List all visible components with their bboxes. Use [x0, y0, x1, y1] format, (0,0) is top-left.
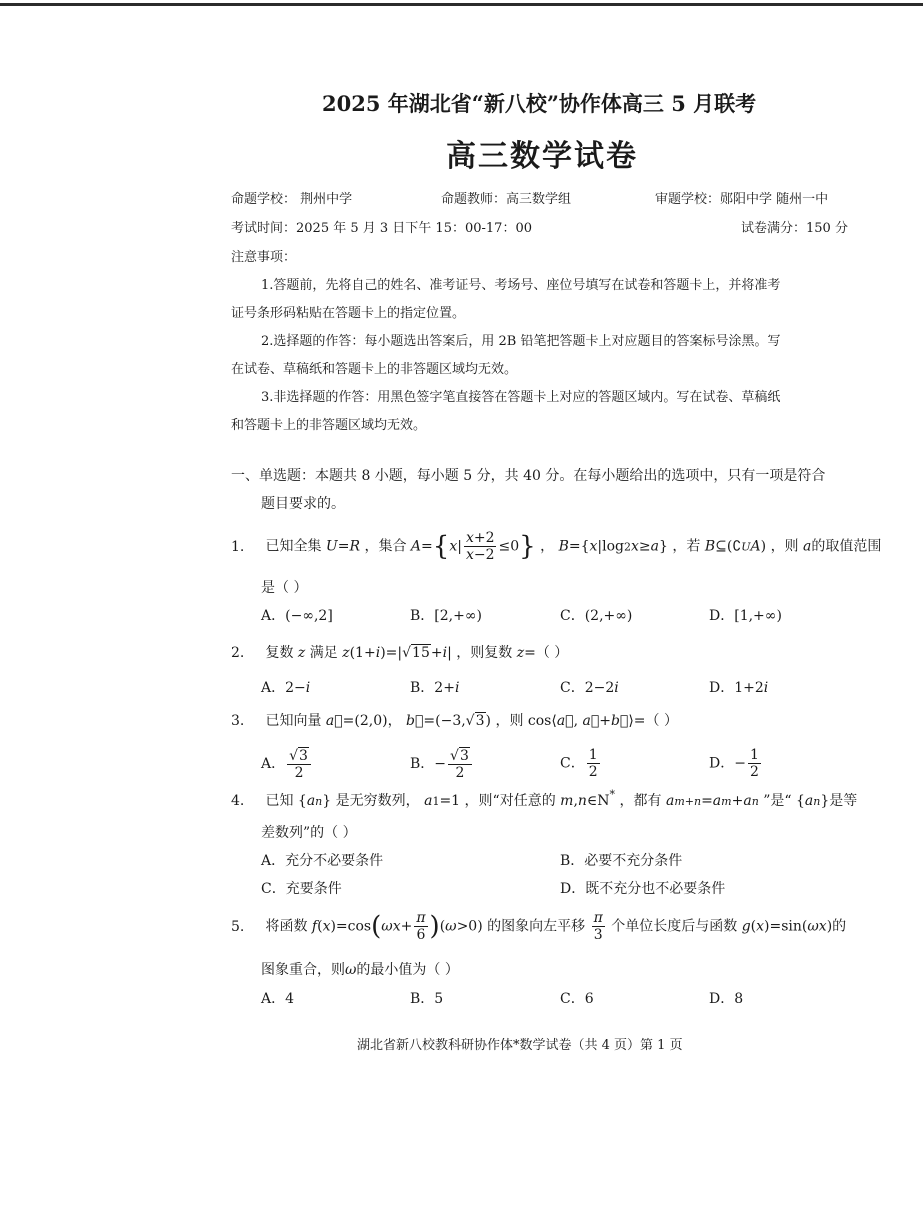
q2-option-c: C．2−2i — [560, 680, 619, 696]
note-3-line-2: 和答题卡上的非答题区域均无效。 — [231, 418, 427, 433]
question-4: 4. 已知 {an} 是无穷数列， a1=1 ，则“对任意的 m,n∈N* ，都有 am+n=am+an ”是“ {an}是等 — [231, 788, 858, 809]
notes-heading: 注意事项： — [231, 250, 297, 265]
q2-option-d: D．1+2i — [709, 680, 769, 696]
question-number: 3. — [231, 713, 245, 729]
section-1-line-2: 题目要求的。 — [261, 496, 345, 512]
question-1: 1. 已知全集 U=R ，集合 A={x| $\frac{x+2}{x-2}$ ≤0} ， B={x|log2x≥a} ，若 B⊆(∁UA) ，则 a的取值范围 — [231, 530, 882, 564]
q2-option-a: A．2−i — [261, 680, 311, 696]
question-3: 3. 已知向量 a⃗=(2,0)， b⃗=(−3,√3) ，则 cos⟨a⃗, a⃗+b⃗⟩=（ ） — [231, 713, 678, 729]
question-4-tail: 差数列”的（ ） — [261, 825, 357, 841]
question-number: 1. — [231, 538, 245, 555]
info-review-school: 审题学校：郧阳中学 随州一中 — [655, 192, 829, 207]
q2-option-b: B．2+i — [410, 680, 460, 696]
top-border-line — [0, 3, 923, 6]
q5-option-a: A．4 — [261, 991, 295, 1007]
note-2-line-2: 在试卷、草稿纸和答题卡上的非答题区域均无效。 — [231, 362, 518, 377]
question-5: 5. 将函数 f(x)=cos(ωx+ $\frac{\pi}{6}$ )(ω>0) 的图象向左平移 $\frac{\pi}{3}$ 个单位长度后与函数 g(x)=sin(ωx)的 — [231, 910, 847, 944]
note-2-line-1: 2.选择题的作答：每小题选出答案后，用 2B 铅笔把答题卡上对应题目的答案标号涂黑。写 — [261, 334, 781, 349]
q1-option-b: B．[2,+∞) — [410, 608, 482, 624]
note-1-line-2: 证号条形码粘贴在答题卡上的指定位置。 — [231, 306, 466, 321]
question-number: 4. — [231, 793, 245, 809]
question-number: 2. — [231, 645, 245, 661]
info-teacher: 命题教师：高三数学组 — [441, 192, 572, 207]
page-footer: 湖北省新八校教科研协作体*数学试卷（共 4 页）第 1 页 — [357, 1038, 683, 1053]
q3-option-d: D．− $\frac{1}{2}$ — [709, 747, 759, 781]
note-1-line-1: 1.答题前，先将自己的姓名、准考证号、考场号、座位号填写在试卷和答题卡上，并将准考 — [261, 278, 781, 293]
q5-option-b: B．5 — [410, 991, 444, 1007]
q3-option-a: A． $\frac{√3}{2}$ — [261, 747, 313, 781]
q4-option-a: A．充分不必要条件 — [261, 853, 384, 869]
q4-option-d: D．既不充分也不必要条件 — [560, 881, 726, 897]
question-5-tail: 图象重合，则ω的最小值为（ ） — [261, 962, 459, 978]
info-time: 考试时间：2025 年 5 月 3 日下午 15：00-17：00 — [231, 221, 532, 236]
q1-option-d: D．[1,+∞) — [709, 608, 782, 624]
section-1-line-1: 一、单选题：本题共 8 小题，每小题 5 分，共 40 分。在每小题给出的选项中，只有一项是符合 — [231, 468, 826, 484]
q4-option-c: C．充要条件 — [261, 881, 342, 897]
info-full-score: 试卷满分：150 分 — [741, 221, 848, 236]
q3-option-b: B．− $\frac{√3}{2}$ — [410, 747, 474, 781]
q1-option-c: C．(2,+∞) — [560, 608, 633, 624]
q4-option-b: B．必要不充分条件 — [560, 853, 683, 869]
paper-title: 高三数学试卷 — [446, 139, 638, 174]
q5-option-c: C．6 — [560, 991, 594, 1007]
info-school: 命题学校： 荆州中学 — [231, 192, 353, 207]
question-number: 5. — [231, 918, 245, 935]
q5-option-d: D．8 — [709, 991, 744, 1007]
q3-option-c: C． $\frac{1}{2}$ — [560, 747, 598, 781]
note-3-line-1: 3.非选择题的作答：用黑色签字笔直接答在答题卡上对应的答题区域内。写在试卷、草稿纸 — [261, 390, 781, 405]
question-1-tail: 是（ ） — [261, 580, 308, 596]
q1-option-a: A．(−∞,2] — [261, 608, 333, 624]
question-2: 2. 复数 z 满足 z(1+i)=|√15+i| ，则复数 z=（ ） — [231, 645, 569, 661]
exam-title: 2025 年湖北省“新八校”协作体高三 5 月联考 — [322, 91, 757, 116]
